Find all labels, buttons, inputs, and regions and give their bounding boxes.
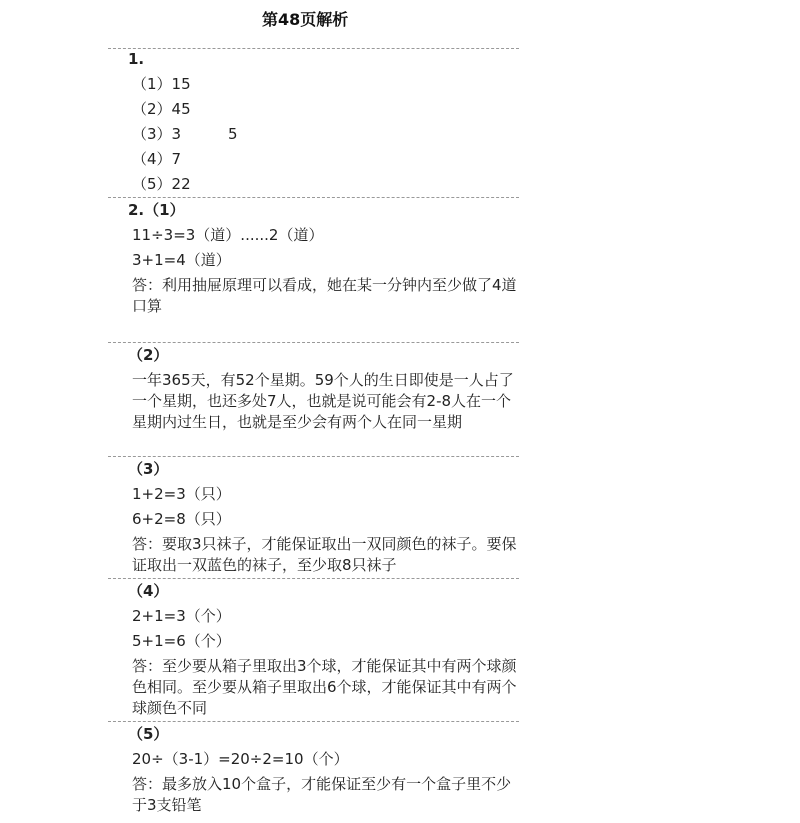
q2-1-answer: 答：利用抽屉原理可以看成，她在某一分钟内至少做了4道口算 xyxy=(132,276,517,315)
q2-4-line-2: 5+1=6（个） xyxy=(132,632,231,650)
divider xyxy=(108,342,519,343)
question-2-3-label: （3） xyxy=(128,460,169,478)
question-2-1-label: 2.（1） xyxy=(128,201,185,219)
q2-3-line-2: 6+2=8（只） xyxy=(132,510,231,528)
page-title: 第48页解析 xyxy=(262,10,349,29)
q2-1-line-1: 11÷3=3（道）......2（道） xyxy=(132,226,324,244)
q2-3-answer: 答：要取3只袜子，才能保证取出一双同颜色的袜子。要保证取出一双蓝色的袜子，至少取8只袜子 xyxy=(132,535,517,574)
q2-4-line-1: 2+1=3（个） xyxy=(132,607,231,625)
q2-4-answer: 答：至少要从箱子里取出3个球，才能保证其中有两个球颜色相同。至少要从箱子里取出6个球，才能保证其中有两个球颜色不同 xyxy=(132,657,517,717)
q1-item-2 xyxy=(132,99,191,120)
q2-5-answer: 答：最多放入10个盒子，才能保证至少有一个盒子里不少于3支铅笔 xyxy=(132,775,512,814)
item-number: （5） xyxy=(132,175,172,193)
item-number: （1） xyxy=(132,75,172,93)
q1-item-1 xyxy=(132,74,191,95)
item-number: （4） xyxy=(132,150,172,168)
item-number: （2） xyxy=(132,100,172,118)
divider xyxy=(108,197,519,198)
question-2-2-label: （2） xyxy=(128,346,169,364)
item-answer: 3 xyxy=(171,125,182,143)
item-answer: 7 xyxy=(171,150,182,168)
item-answer: 22 xyxy=(171,175,191,193)
q1-item-3-answer-2: 5 xyxy=(228,125,238,143)
question-1-label: 1. xyxy=(128,50,145,68)
q1-item-5 xyxy=(132,174,191,195)
divider xyxy=(108,48,519,49)
item-number: （3） xyxy=(132,125,172,143)
q1-item-4 xyxy=(132,149,181,170)
q1-item-3 xyxy=(132,124,181,145)
divider xyxy=(108,578,519,579)
divider xyxy=(108,456,519,457)
q2-5-line-1: 20÷（3-1）=20÷2=10（个） xyxy=(132,750,349,768)
q2-1-line-2: 3+1=4（道） xyxy=(132,251,231,269)
item-answer: 45 xyxy=(171,100,191,118)
q2-2-explanation: 一年365天，有52个星期。59个人的生日即使是一人占了一个星期，也还多处7人，也就是说可能会有2-8人在一个星期内过生日，也就是至少会有两个人在同一星期 xyxy=(132,371,514,431)
divider xyxy=(108,721,519,722)
item-answer: 15 xyxy=(171,75,191,93)
q2-3-line-1: 1+2=3（只） xyxy=(132,485,231,503)
question-2-5-label: （5） xyxy=(128,725,169,743)
question-2-4-label: （4） xyxy=(128,582,169,600)
